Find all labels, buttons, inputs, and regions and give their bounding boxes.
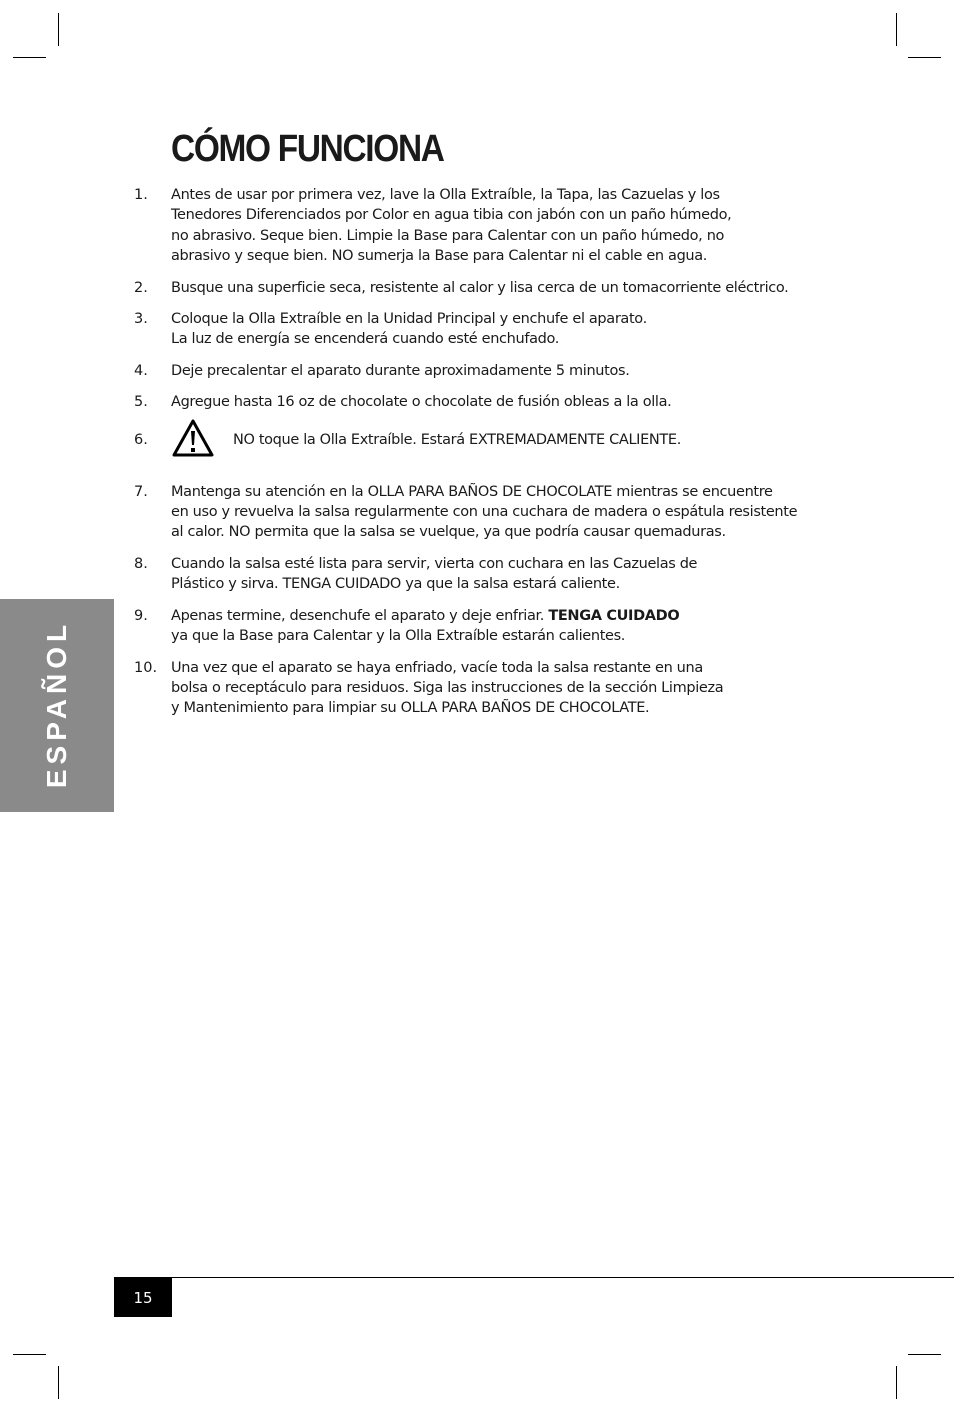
text-fragment: Apenas termine, desenchufe el aparato y deje enfriar. (171, 607, 549, 624)
text-line: Coloque la Olla Extraíble en la Unidad Principal y enchufe el aparato. (171, 311, 647, 328)
step-text (171, 658, 834, 719)
list-item (134, 482, 834, 543)
page-number: 15 (114, 1278, 172, 1317)
caution-emphasis: TENGA CUIDADO (548, 607, 680, 624)
step-text (171, 392, 834, 412)
text-line: ya que la Base para Calentar y la Olla Extraíble estarán calientes. (171, 628, 626, 645)
text-line: y Mantenimiento para limpiar su OLLA PARA BAÑOS DE CHOCOLATE. (171, 700, 650, 717)
list-item (134, 554, 834, 595)
step-number: 9. (134, 607, 148, 624)
warning-triangle-icon (171, 418, 215, 458)
text-line: Cuando la salsa esté lista para servir, vierta con cuchara en las Cazuelas de (171, 555, 698, 572)
crop-mark (908, 1354, 941, 1355)
crop-mark (58, 13, 59, 46)
step-number: 5. (134, 394, 148, 411)
crop-mark (58, 1366, 59, 1399)
step-text (171, 482, 834, 543)
instruction-list (134, 185, 834, 730)
text-line: Antes de usar por primera vez, lave la Olla Extraíble, la Tapa, las Cazuelas y los (171, 187, 720, 203)
page-title: CÓMO FUNCIONA (171, 128, 444, 170)
step-number: 8. (134, 555, 148, 572)
warning-text: NO toque la Olla Extraíble. Estará EXTREMADAMENTE CALIENTE. (233, 431, 681, 448)
crop-mark (896, 13, 897, 46)
text-line: en uso y revuelva la salsa regularmente con una cuchara de madera o espátula resistente (171, 504, 798, 521)
step-number: 6. (134, 431, 148, 448)
list-item (134, 361, 834, 381)
step-number: 7. (134, 483, 148, 500)
text-line: no abrasivo. Seque bien. Limpie la Base para Calentar con un paño húmedo, no (171, 227, 725, 244)
step-text (171, 185, 834, 267)
list-item (134, 658, 834, 719)
list-item (134, 606, 834, 647)
crop-mark (13, 1354, 46, 1355)
text-line (171, 606, 834, 626)
text-line: Agregue hasta 16 oz de chocolate o chocolate de fusión obleas a la olla. (171, 394, 672, 411)
list-item (134, 392, 834, 412)
step-text (171, 278, 834, 298)
step-number: 1. (134, 187, 148, 203)
text-line: Plástico y sirva. TENGA CUIDADO ya que la salsa estará caliente. (171, 576, 620, 593)
step-text (171, 554, 834, 595)
crop-mark (896, 1366, 897, 1399)
step-text (171, 606, 834, 647)
list-item (134, 309, 834, 350)
text-line: bolsa o receptáculo para residuos. Siga las instrucciones de la sección Limpieza (171, 679, 724, 696)
step-number: 2. (134, 279, 148, 296)
list-item (134, 424, 834, 471)
step-text (171, 361, 834, 381)
text-line: Deje precalentar el aparato durante aproximadamente 5 minutos. (171, 362, 630, 379)
text-line: Una vez que el aparato se haya enfriado, vacíe toda la salsa restante en una (171, 659, 703, 676)
text-line: al calor. NO permita que la salsa se vuelque, ya que podría causar quemaduras. (171, 524, 726, 541)
text-line: Busque una superficie seca, resistente al calor y lisa cerca de un tomacorriente eléctrico. (171, 279, 789, 296)
crop-mark (13, 57, 46, 58)
text-line: Tenedores Diferenciados por Color en agua tibia con jabón con un paño húmedo, (171, 207, 732, 224)
footer-divider (114, 1277, 954, 1278)
step-text (171, 309, 834, 350)
crop-mark (908, 57, 941, 58)
text-line: La luz de energía se encenderá cuando esté enchufado. (171, 331, 560, 348)
step-number: 10. (134, 659, 158, 676)
text-line: abrasivo y seque bien. NO sumerja la Base para Calentar ni el cable en agua. (171, 248, 708, 265)
list-item (134, 278, 834, 298)
step-number: 3. (134, 311, 148, 328)
text-line: Mantenga su atención en la OLLA PARA BAÑOS DE CHOCOLATE mientras se encuentre (171, 483, 773, 500)
language-label: ESPAÑOL (41, 619, 72, 789)
language-side-tab (0, 599, 114, 812)
step-number: 4. (134, 362, 148, 379)
list-item (134, 185, 834, 267)
